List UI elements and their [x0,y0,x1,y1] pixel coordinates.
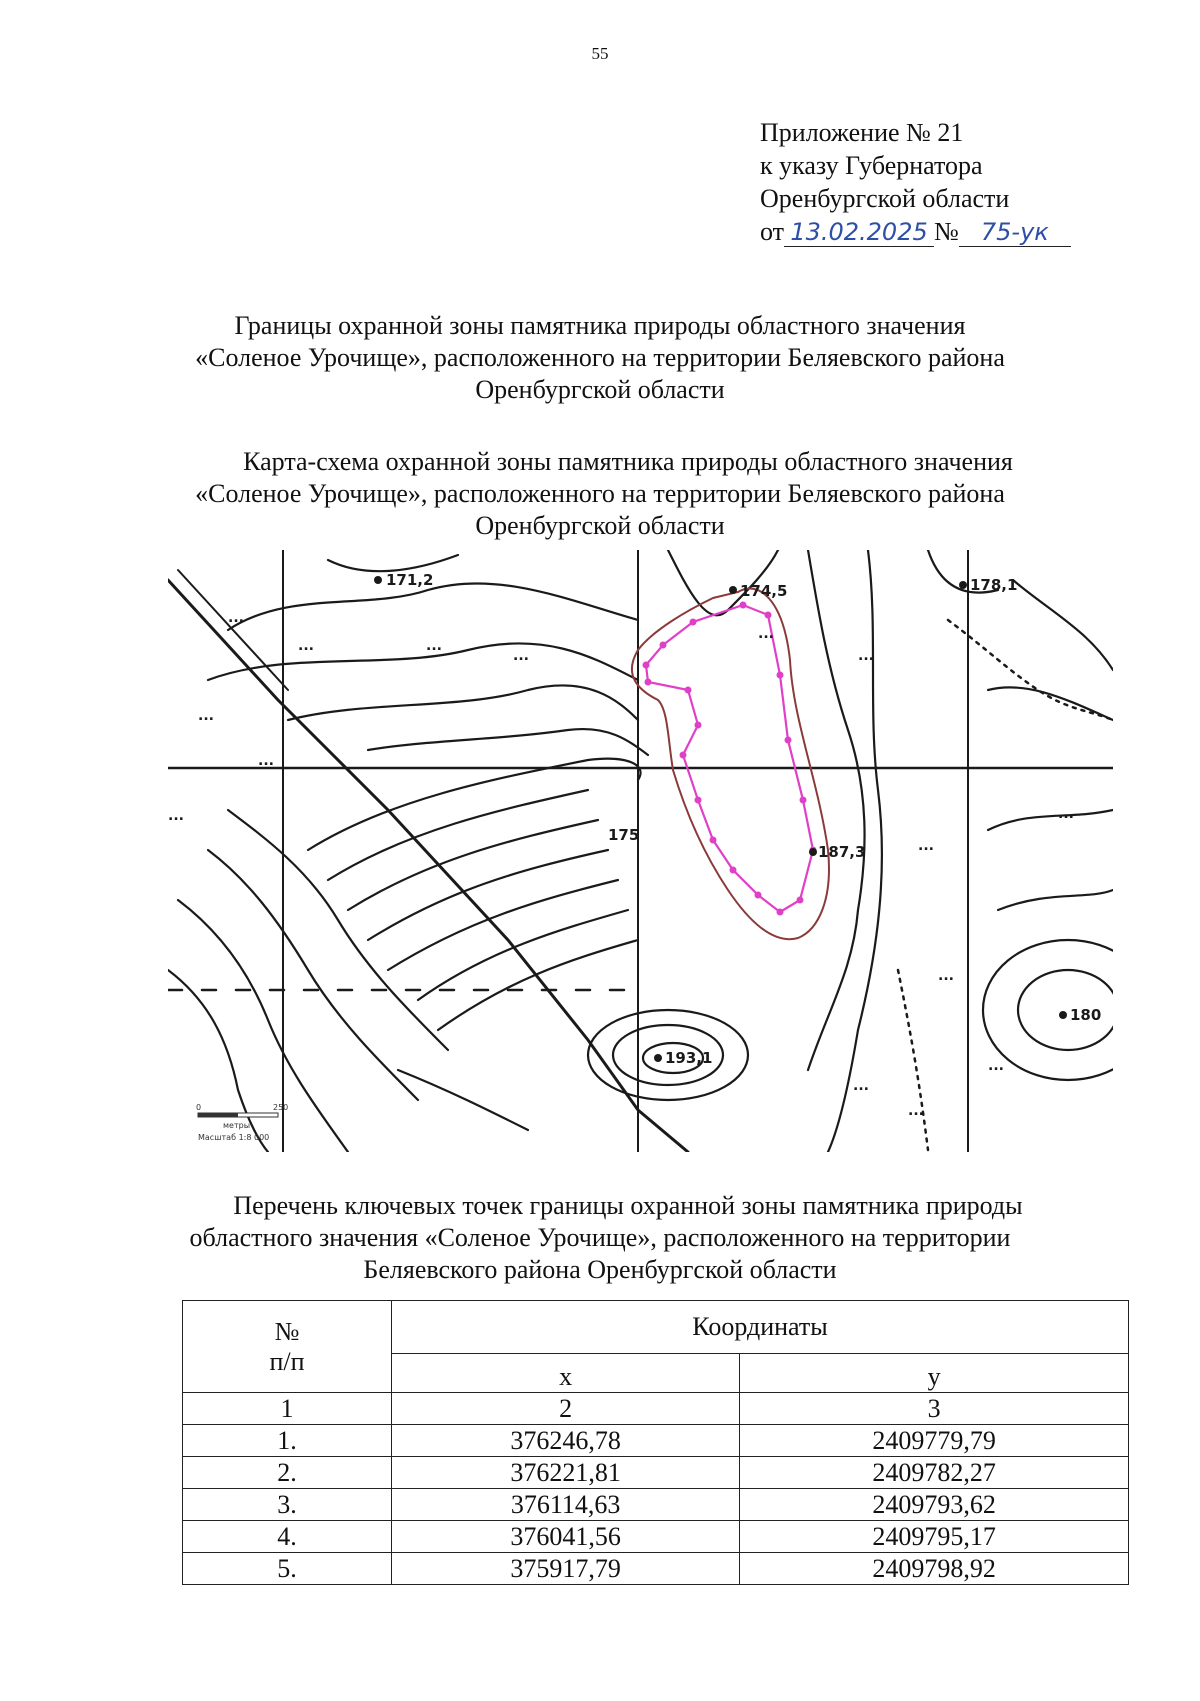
svg-text:...: ... [758,626,774,642]
elevation-187-3: 187,3 [818,843,866,861]
from-prefix: от [760,217,785,246]
elevation-175: 175 [608,826,640,844]
svg-text:...: ... [938,968,954,984]
title-line-3: Оренбургской области [475,375,725,404]
svg-text:...: ... [853,1078,869,1094]
column-number-row: 1 2 3 [183,1393,1129,1425]
list-title-line-3: Беляевского района Оренбургской области [363,1255,837,1284]
svg-text:...: ... [1058,806,1074,822]
svg-text:250: 250 [273,1103,289,1112]
appendix-line-2: к указу Губернатора [760,151,983,180]
svg-text:0: 0 [196,1103,202,1112]
elevation-193-1: 193,1 [665,1049,713,1067]
elevation-174-5: 174,5 [740,582,788,600]
svg-text:...: ... [228,610,244,626]
list-title-line-1: Перечень ключевых точек границы охранной зоны памятника природы [233,1191,1023,1220]
svg-text:...: ... [426,638,442,654]
title-line-1: Границы охранной зоны памятника природы областного значения [234,311,966,340]
table-row: 1. 376246,78 2409779,79 [183,1425,1129,1457]
title-line-2: «Соленое Урочище», расположенного на территории Беляевского района [195,343,1005,372]
header-coordinates: Координаты [392,1301,1129,1354]
page-number: 55 [591,44,609,63]
svg-text:...: ... [988,1058,1004,1074]
elevation-171-2: 171,2 [386,571,434,589]
map-caption [150,446,1050,542]
elevation-180: 180 [1070,1006,1102,1024]
svg-text:метры: метры [223,1121,251,1130]
decree-date: 13.02.2025 [784,218,934,247]
svg-text:...: ... [168,808,184,824]
svg-text:Масштаб 1:8 000: Масштаб 1:8 000 [198,1133,270,1142]
appendix-line-4 [760,215,1071,248]
table-row: 4. 376041,56 2409795,17 [183,1521,1129,1553]
decree-number: 75-ук [959,218,1071,247]
table-row: 5. 375917,79 2409798,92 [183,1553,1129,1585]
table-row: 2. 376221,81 2409782,27 [183,1457,1129,1489]
header-y: y [740,1354,1129,1393]
svg-text:...: ... [918,838,934,854]
elevation-178-1: 178,1 [970,576,1018,594]
header-number: № п/п [183,1301,392,1393]
appendix-block [760,116,1071,248]
document-title [150,310,1050,406]
map-caption-line-2: «Соленое Урочище», расположенного на территории Беляевского района [195,479,1005,508]
number-sign: № [934,217,959,246]
map-caption-line-3: Оренбургской области [475,511,725,540]
topographic-map [168,550,1113,1152]
coordinates-table [182,1300,1129,1585]
svg-text:...: ... [908,1103,924,1119]
table-row: 3. 376114,63 2409793,62 [183,1489,1129,1521]
map-caption-line-1: Карта-схема охранной зоны памятника природы областного значения [243,447,1013,476]
svg-text:...: ... [198,708,214,724]
key-points-title [150,1190,1050,1286]
appendix-line-1: Приложение № 21 [760,118,964,147]
list-title-line-2: областного значения «Соленое Урочище», расположенного на территории [189,1223,1011,1252]
svg-text:...: ... [258,753,274,769]
svg-text:...: ... [858,648,874,664]
svg-text:...: ... [298,638,314,654]
header-x: x [392,1354,740,1393]
svg-text:...: ... [513,648,529,664]
appendix-line-3: Оренбургской области [760,184,1010,213]
